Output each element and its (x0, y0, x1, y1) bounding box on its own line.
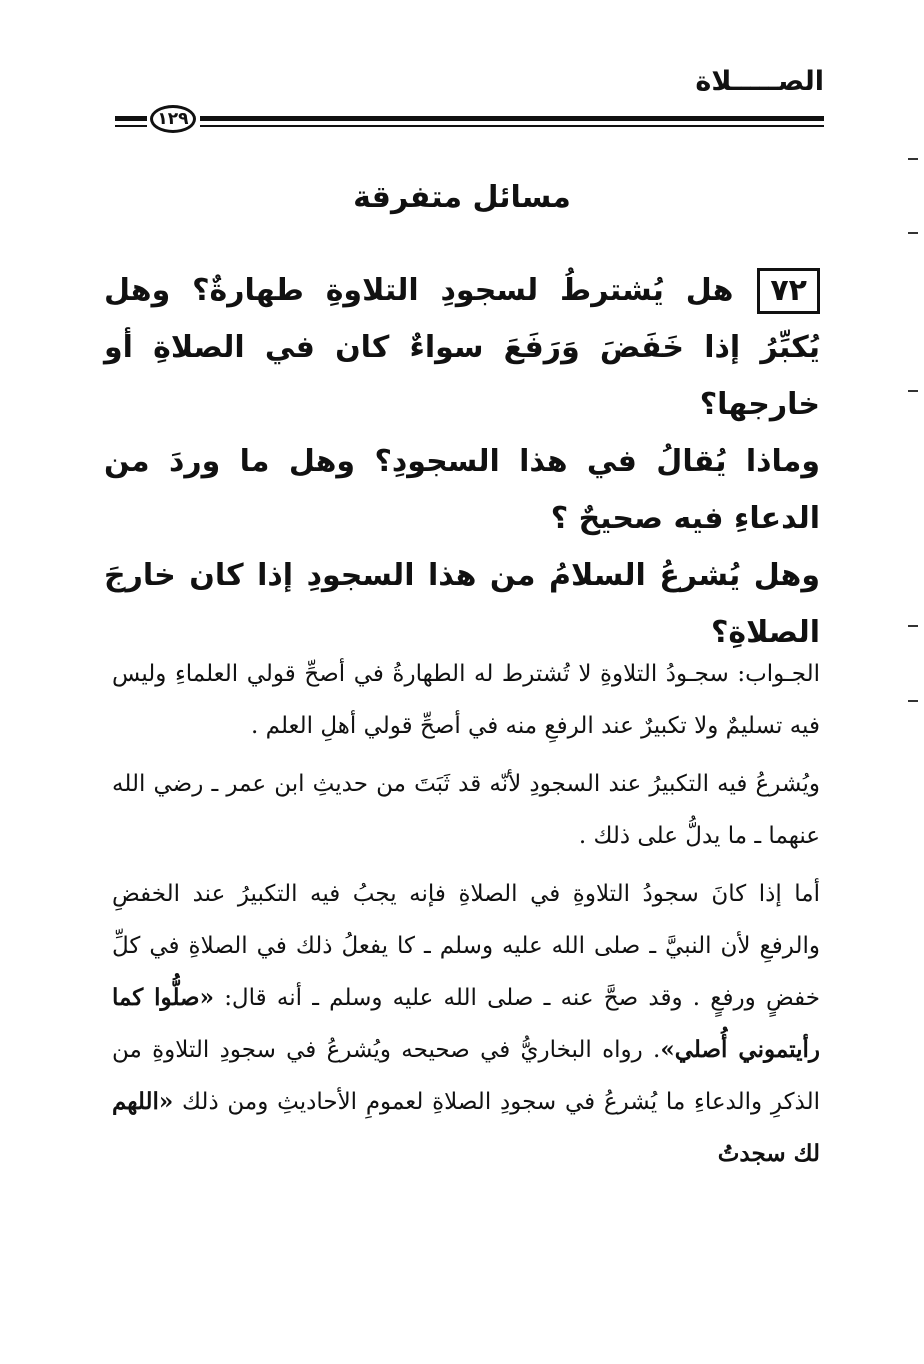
question-paragraph-1 (104, 262, 820, 433)
header-rule-thick (200, 116, 824, 121)
answer-block (112, 648, 820, 1186)
answer-text-1: سجـودُ التلاوةِ لا تُشترط له الطهارةُ في أصحِّ قولي العلماءِ وليس فيه تسليمٌ ولا تكبيرٌ عند الرفعِ منه في أصحِّ قولي أهلِ العلم . (112, 661, 820, 739)
answer-paragraph-3 (112, 868, 820, 1180)
scan-edge-mark (908, 158, 918, 160)
page-number: ١٢٩ (150, 105, 196, 133)
header-rule-short-thin (115, 125, 147, 127)
answer-paragraph-2: ويُشرعُ فيه التكبيرُ عند السجودِ لأنّه قد ثَبَتَ من حديثِ ابن عمر ـ رضي الله عنهما ـ ما يدلُّ على ذلك . (112, 771, 820, 849)
scan-edge-mark (908, 625, 918, 627)
question-paragraph-2: وماذا يُقالُ في هذا السجودِ؟ وهل ما وردَ من الدعاءِ فيه صحيحٌ ؟ (104, 444, 820, 536)
hadith-quote: «صلُّوا كما رأيتموني أُصلي» (112, 984, 820, 1063)
scan-edge-mark (908, 390, 918, 392)
header-rule-thin (200, 125, 824, 127)
question-text-1: هل يُشترطُ لسجودِ التلاوةِ طهارةٌ؟ وهل يُكبِّرُ إذا خَفَضَ وَرَفَعَ سواءٌ كان في الصلاةِ أو خارجها؟ (104, 273, 820, 422)
question-number-box: ٧٢ (757, 268, 820, 314)
question-block (104, 262, 820, 661)
section-heading: مسائل متفرقة (353, 180, 571, 215)
running-title: الصـــــلاة (695, 66, 824, 97)
header-rule-short-thick (115, 116, 147, 121)
answer-text-3a: أما إذا كانَ سجودُ التلاوةِ في الصلاةِ فإنه يجبُ فيه التكبيرُ عند الخفضِ والرفعِ لأن النبيَّ ـ صلى الله عليه وسلم ـ كا يفعلُ ذلك في الصلاةِ في كلِّ خفضٍ ورفعٍ . وقد صحَّ عنه ـ صلى الله عليه وسلم ـ أنه قال: (112, 881, 820, 1011)
scan-edge-mark (908, 700, 918, 702)
scan-edge-mark (908, 232, 918, 234)
hadith-quote-2: «اللهم لك سجدتُ (112, 1088, 820, 1167)
question-paragraph-3: وهل يُشرعُ السلامُ من هذا السجودِ إذا كان خارجَ الصلاةِ؟ (104, 558, 820, 650)
answer-paragraph-1 (112, 648, 820, 752)
answer-label: الجـواب: (737, 661, 821, 687)
answer-text-3b: . رواه البخاريُّ في صحيحه ويُشرعُ في سجودِ التلاوةِ من الذكرِ والدعاءِ ما يُشرعُ في سجودِ الصلاةِ لعمومِ الأحاديثِ ومن ذلك (112, 1037, 820, 1115)
